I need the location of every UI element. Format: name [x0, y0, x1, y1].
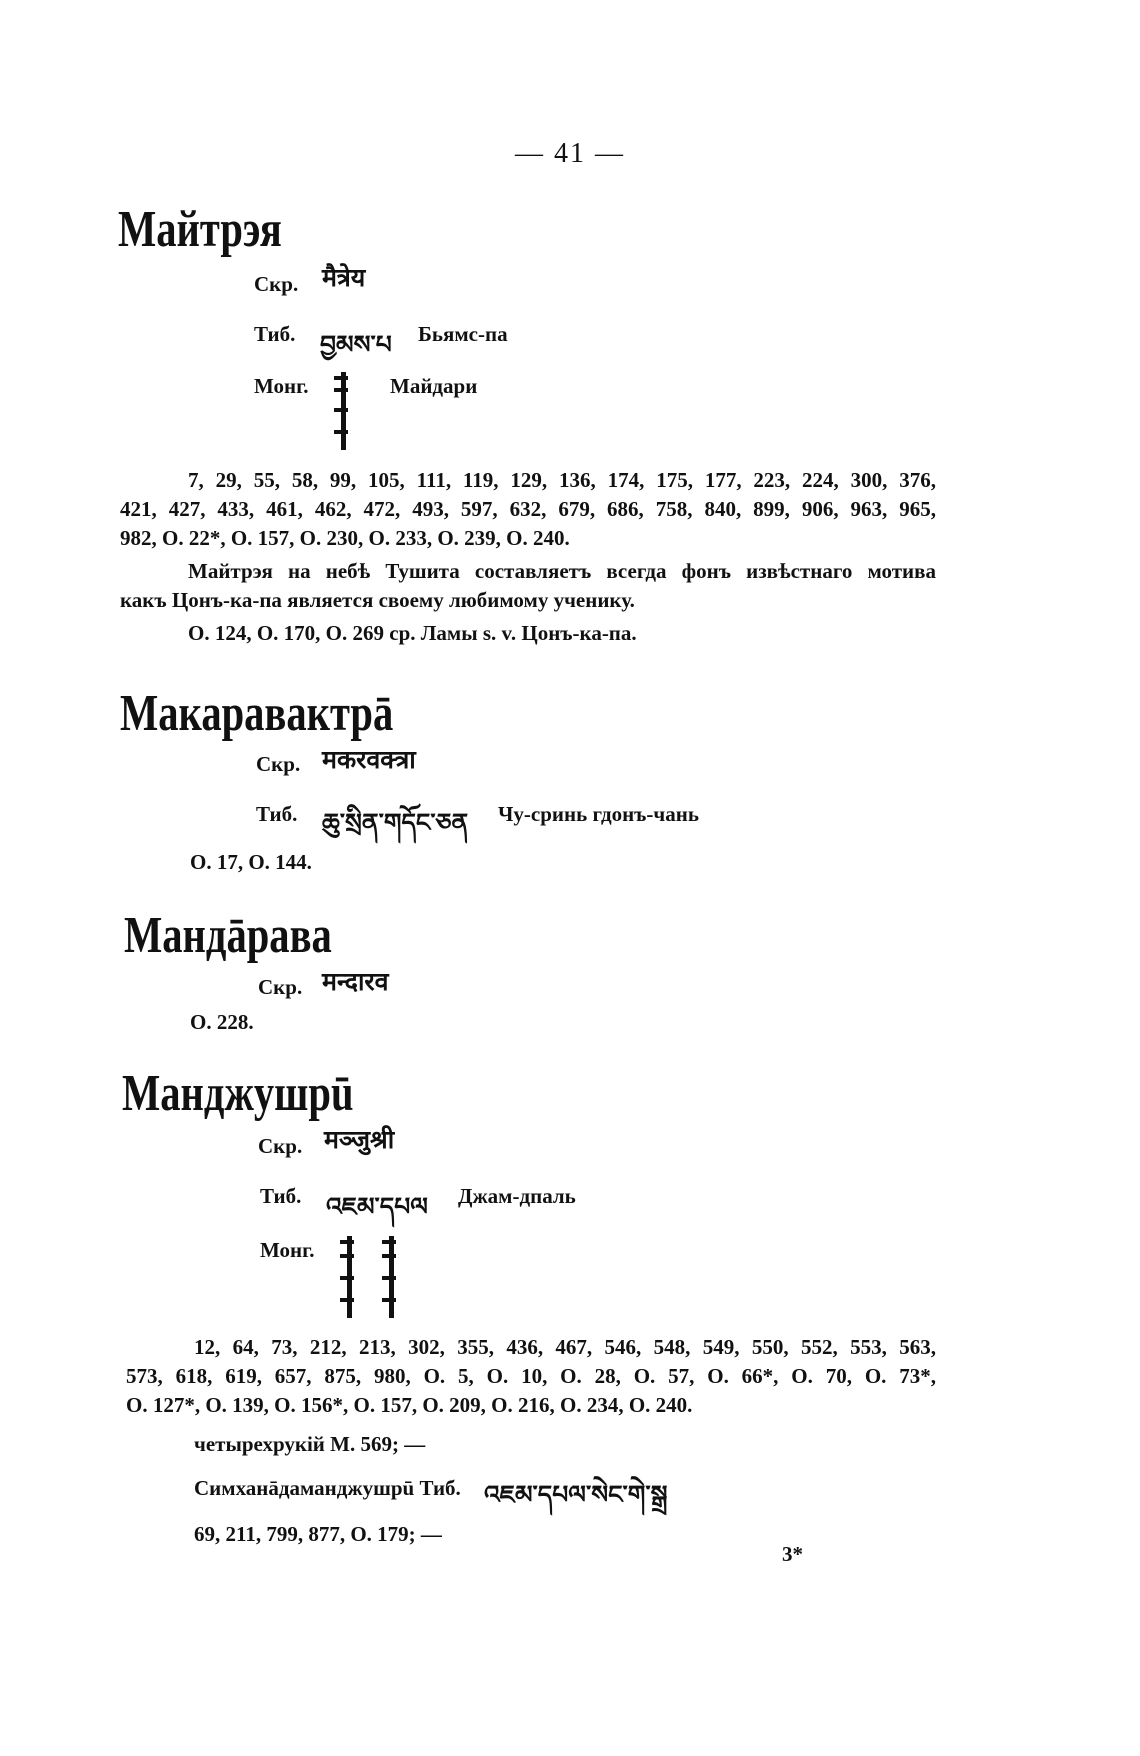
- sanskrit-script: मन्दारव: [322, 967, 389, 996]
- reference-line: 7, 29, 55, 58, 99, 105, 111, 119, 129, 136, 174, 175, 177, 223, 224, 300, 376,: [188, 468, 936, 492]
- reference-line: 12, 64, 73, 212, 213, 302, 355, 436, 467, 546, 548, 549, 550, 552, 553, 563,: [194, 1335, 936, 1359]
- skr-label: Скр.: [258, 1134, 303, 1158]
- tibetan-reading: Чу-сринь гдонъ-чань: [498, 802, 699, 826]
- mongolian-script-glyph: [341, 372, 368, 450]
- see-also-line: O. 124, O. 170, O. 269 ср. Ламы s. v. Цонъ-ка-па.: [188, 621, 637, 645]
- note-line: какъ Цонъ-ка-па является своему любимому ученику.: [120, 588, 635, 612]
- tibetan-reading: Джам-дпаль: [458, 1184, 576, 1208]
- reference-line: 573, 618, 619, 657, 875, 980, O. 5, O. 10, O. 28, O. 57, O. 66*, O. 70, O. 73*,: [126, 1364, 936, 1388]
- tibetan-script: འཇམ་དཔལ: [326, 1192, 428, 1221]
- sanskrit-script: मञ्जुश्री: [324, 1125, 395, 1154]
- mongolian-script-glyph: [389, 1236, 416, 1318]
- skr-label: Скр.: [254, 272, 299, 296]
- entry-heading-maitreya: Майтрэя: [118, 201, 282, 258]
- signature-mark: 3*: [782, 1542, 803, 1566]
- tib-label: Тиб.: [254, 322, 296, 346]
- mong-label: Монг.: [254, 374, 309, 398]
- reference-line: 421, 427, 433, 461, 462, 472, 493, 597, 632, 679, 686, 758, 840, 899, 906, 963, 965,: [120, 497, 936, 521]
- mongolian-script-glyph: [347, 1236, 374, 1318]
- sanskrit-script: मकरवक्त्रा: [322, 745, 416, 774]
- entry-heading-mandarava: Мандāрава: [124, 907, 332, 964]
- reference-line: O. 127*, O. 139, O. 156*, O. 157, O. 209, O. 216, O. 234, O. 240.: [126, 1393, 693, 1417]
- simhanada-label: Симханāдаманджушрū Тиб.: [194, 1476, 461, 1500]
- skr-label: Скр.: [258, 975, 303, 999]
- entry-heading-makaravaktra: Макаравактрā: [120, 685, 394, 742]
- note-line: Майтрэя на небѣ Тушита составляетъ всегда фонъ извѣстнаго мотива: [188, 559, 936, 583]
- mong-label: Монг.: [260, 1238, 315, 1262]
- tibetan-script: འཇམ་དཔལ་སེང་གེ་སྒྲ: [484, 1480, 668, 1509]
- tibetan-script: བྱམས་པ: [320, 330, 392, 359]
- reference-line: O. 228.: [190, 1010, 254, 1034]
- mongolian-reading: Майдари: [390, 374, 478, 398]
- sanskrit-script: मैत्रेय: [322, 263, 366, 292]
- four-armed-line: четырехрукій M. 569; —: [194, 1432, 426, 1456]
- reference-line: 69, 211, 799, 877, O. 179; —: [194, 1522, 442, 1546]
- entry-heading-manjushri: Манджушрū: [122, 1065, 354, 1122]
- tib-label: Тиб.: [260, 1184, 302, 1208]
- reference-line: 982, O. 22*, O. 157, O. 230, O. 233, O. 239, O. 240.: [120, 526, 570, 550]
- tibetan-script: ཆུ་སྲིན་གདོང་ཅན: [322, 808, 469, 837]
- skr-label: Скр.: [256, 752, 301, 776]
- page-number: — 41 —: [515, 138, 625, 169]
- reference-line: O. 17, O. 144.: [190, 850, 312, 874]
- tib-label: Тиб.: [256, 802, 298, 826]
- tibetan-reading: Бьямс-па: [418, 322, 508, 346]
